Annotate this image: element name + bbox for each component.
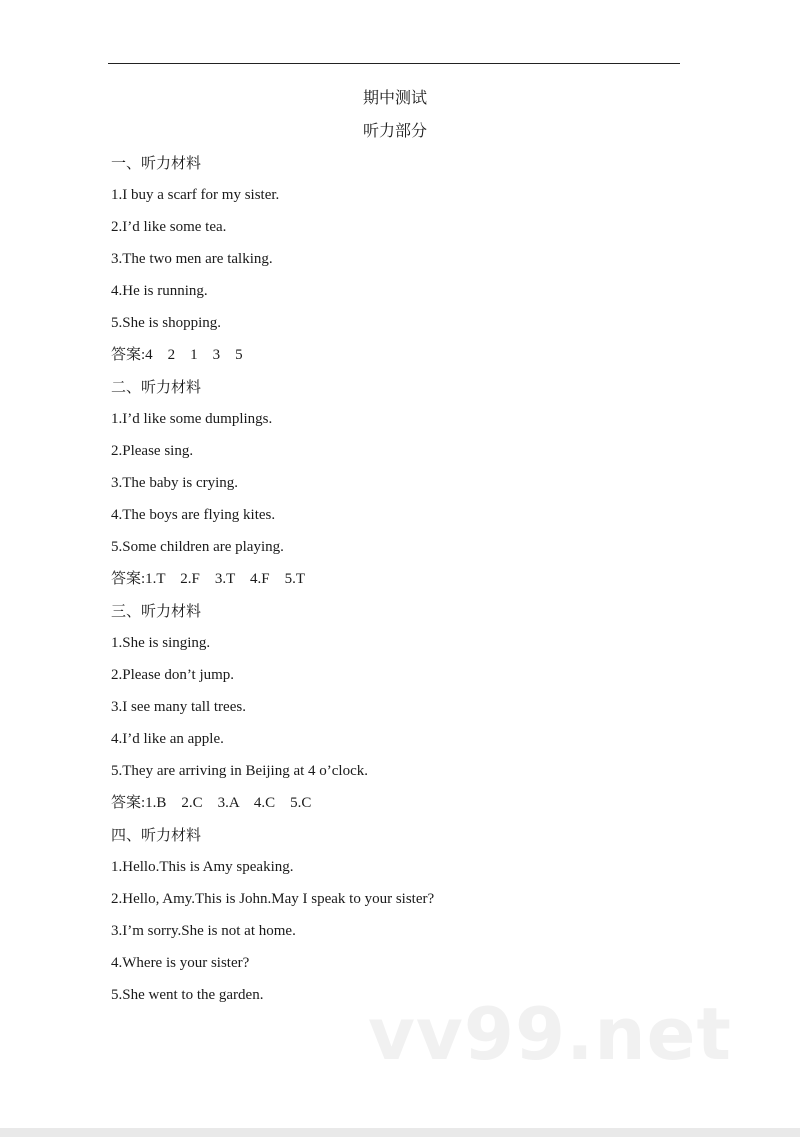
list-item: 3.I’m sorry.She is not at home. bbox=[111, 923, 296, 939]
section-heading: 四、听力材料 bbox=[111, 826, 202, 844]
list-item: 3.The two men are talking. bbox=[111, 251, 273, 267]
page-subtitle: 听力部分 bbox=[362, 121, 427, 140]
list-item: 1.I buy a scarf for my sister. bbox=[111, 187, 280, 203]
list-item: 2.Hello, Amy.This is John.May I speak to your sister? bbox=[111, 891, 435, 907]
list-item: 2.Please sing. bbox=[111, 443, 194, 459]
section-heading: 一、听力材料 bbox=[111, 154, 202, 172]
top-rule bbox=[108, 63, 680, 64]
list-item: 4.I’d like an apple. bbox=[111, 731, 224, 747]
list-item: 5.Some children are playing. bbox=[111, 539, 284, 555]
answer-line: 答案:1.B 2.C 3.A 4.C 5.C bbox=[111, 795, 312, 811]
list-item: 4.Where is your sister? bbox=[111, 955, 250, 971]
list-item: 1.She is singing. bbox=[111, 635, 211, 651]
answer-line: 答案:1.T 2.F 3.T 4.F 5.T bbox=[111, 571, 306, 587]
page-bottom-edge bbox=[0, 1128, 800, 1137]
list-item: 4.The boys are flying kites. bbox=[111, 507, 276, 523]
watermark: vv99.net bbox=[368, 992, 732, 1076]
list-item: 2.Please don’t jump. bbox=[111, 667, 235, 683]
list-item: 3.The baby is crying. bbox=[111, 475, 239, 491]
answer-line: 答案:4 2 1 3 5 bbox=[111, 347, 243, 363]
list-item: 1.Hello.This is Amy speaking. bbox=[111, 859, 294, 875]
list-item: 2.I’d like some tea. bbox=[111, 219, 227, 235]
list-item: 1.I’d like some dumplings. bbox=[111, 411, 273, 427]
list-item: 4.He is running. bbox=[111, 283, 208, 299]
list-item: 5.She is shopping. bbox=[111, 315, 222, 331]
list-item: 5.She went to the garden. bbox=[111, 987, 264, 1003]
page-title: 期中测试 bbox=[362, 88, 427, 107]
section-heading: 二、听力材料 bbox=[111, 378, 202, 396]
list-item: 5.They are arriving in Beijing at 4 o’clock. bbox=[111, 763, 368, 779]
section-heading: 三、听力材料 bbox=[111, 602, 202, 620]
list-item: 3.I see many tall trees. bbox=[111, 699, 246, 715]
